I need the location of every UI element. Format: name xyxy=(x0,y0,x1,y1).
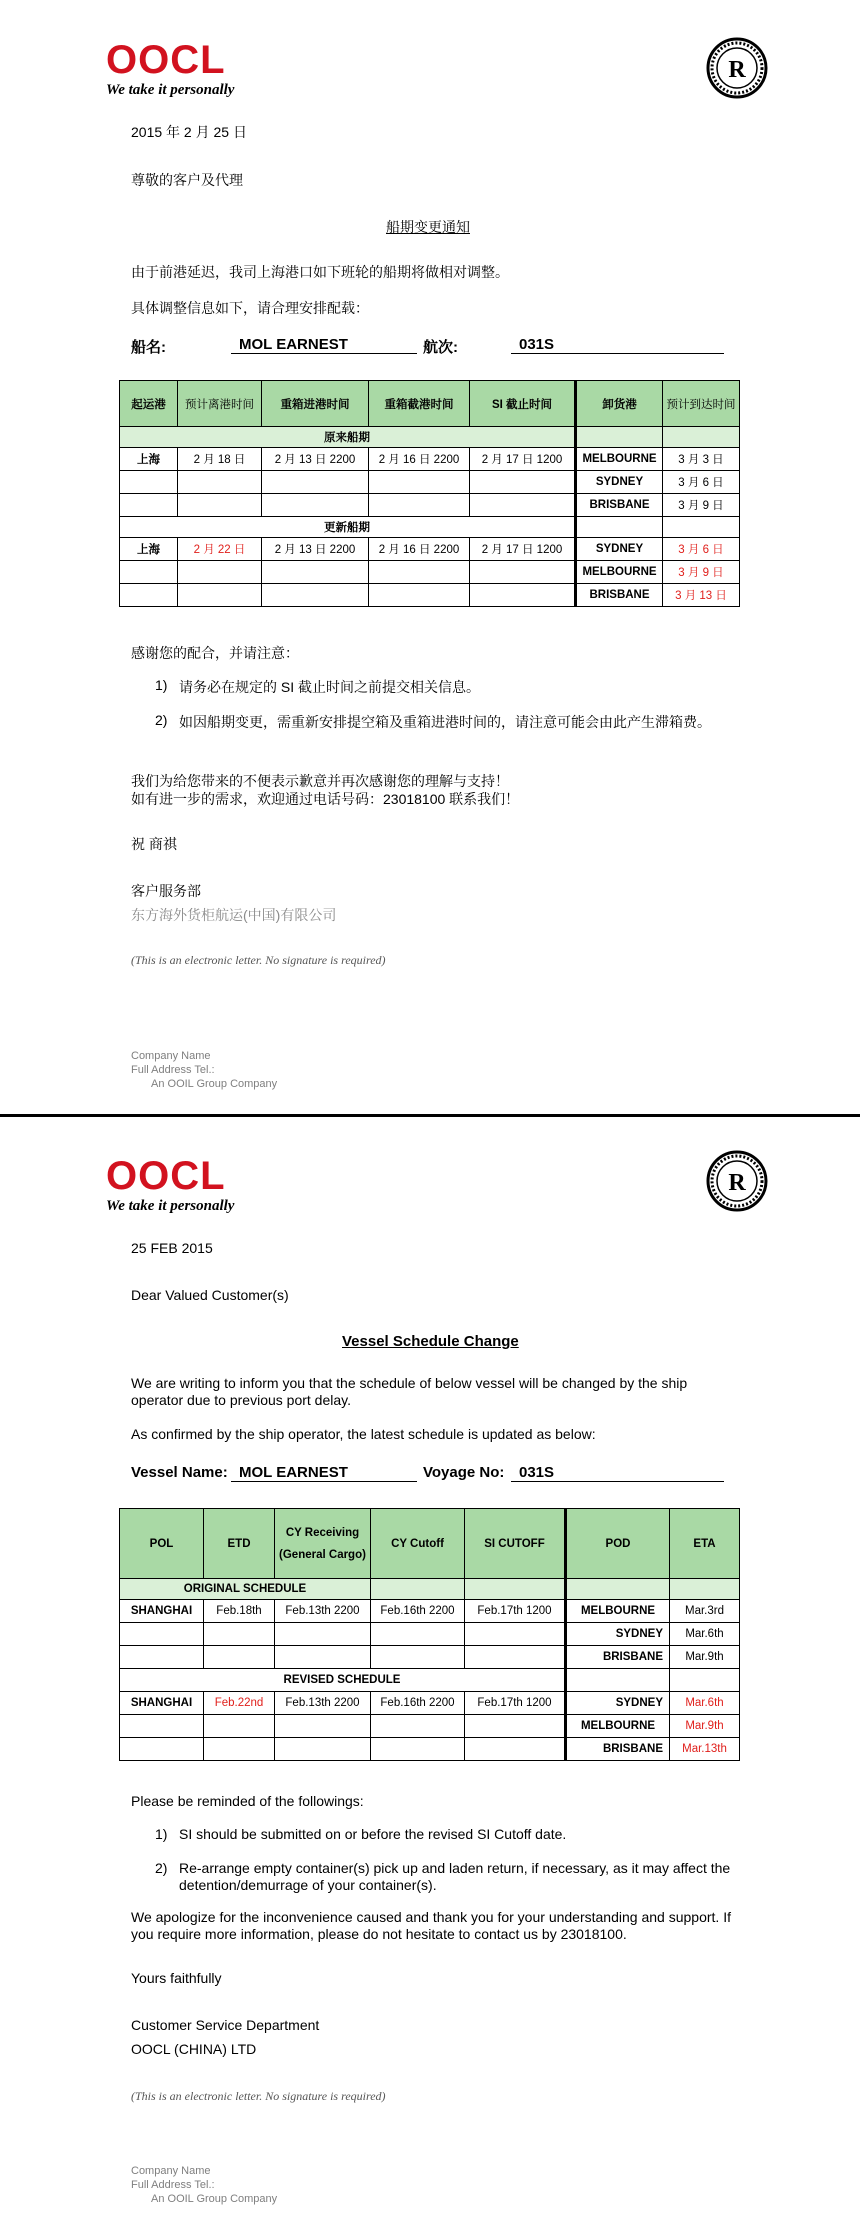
regards: Yours faithfully xyxy=(131,1970,222,1986)
company-name: 东方海外货柜航运(中国)有限公司 xyxy=(131,907,337,923)
table-row: BRISBANE 3 月 13 日 xyxy=(120,584,740,607)
table-row: SYDNEY 3 月 6 日 xyxy=(120,471,740,494)
apology-text: We apologize for the inconvenience caused and thank you for your understanding and support. If you require more information, please do not hesitate to contact us by 23018100. xyxy=(131,1909,731,1942)
intro-text: We are writing to inform you that the schedule of below vessel will be changed by the ship operator due to previous port delay. xyxy=(131,1375,688,1408)
note-number: 1) xyxy=(155,677,168,693)
note-2: 如因船期变更，需重新安排提空箱及重箱进港时间的，请注意可能会由此产生滞箱费。 xyxy=(179,714,711,730)
col-header: SI CUTOFF xyxy=(465,1509,566,1579)
vessel-name-value: MOL EARNEST xyxy=(231,1464,417,1482)
col-header: CY Cutoff xyxy=(371,1509,465,1579)
svg-text:R: R xyxy=(728,1170,746,1196)
oocl-logo xyxy=(106,40,234,99)
col-header: 卸货港 xyxy=(576,381,663,427)
table-row: MELBOURNE 3 月 9 日 xyxy=(120,561,740,584)
oocl-logo xyxy=(106,1156,234,1215)
department: Customer Service Department xyxy=(131,2017,320,2033)
col-header: ETD xyxy=(204,1509,275,1579)
table-row: SHANGHAI Feb.22nd Feb.13th 2200 Feb.16th 2200 Feb.17th 1200 SYDNEY Mar.6th xyxy=(120,1692,740,1715)
logo-tagline: We take it personally xyxy=(106,1198,235,1214)
col-header: CY Receiving (General Cargo) xyxy=(275,1509,371,1579)
vessel-name-label: 船名: xyxy=(131,339,166,356)
certification-seal-icon xyxy=(706,1150,768,1212)
voyage-value: 031S xyxy=(511,336,724,354)
apology-line-2: 如有进一步的需求，欢迎通过电话号码：23018100 联系我们！ xyxy=(131,791,520,807)
certification-seal-icon xyxy=(706,37,768,99)
table-row: SYDNEY Mar.6th xyxy=(120,1623,740,1646)
note-2: Re-arrange empty container(s) pick up and laden return, if necessary, as it may affect the detention/demurrage of your container(s). xyxy=(179,1860,731,1893)
voyage-label: Voyage No: xyxy=(423,1464,505,1481)
department: 客户服务部 xyxy=(131,883,201,899)
logo-tagline: We take it personally xyxy=(106,82,235,98)
note-1: 请务必在规定的 SI 截止时间之前提交相关信息。 xyxy=(179,679,481,695)
schedule-table-zh xyxy=(119,380,740,607)
col-header: ETA xyxy=(670,1509,740,1579)
voyage-value: 031S xyxy=(511,1464,724,1482)
table-row: SHANGHAI Feb.18th Feb.13th 2200 Feb.16th 2200 Feb.17th 1200 MELBOURNE Mar.3rd xyxy=(120,1600,740,1623)
col-header: POL xyxy=(120,1509,204,1579)
table-row: 上海 2 月 22 日 2 月 13 日 2200 2 月 16 日 2200 2 月 17 日 1200 SYDNEY 3 月 6 日 xyxy=(120,538,740,561)
revised-schedule-label: 更新船期 xyxy=(120,517,576,538)
logo-wordmark: OOCL xyxy=(106,38,226,82)
table-row: BRISBANE Mar.9th xyxy=(120,1646,740,1669)
col-header: 预计离港时间 xyxy=(178,381,262,427)
reminder-text: Please be reminded of the followings: xyxy=(131,1793,364,1809)
note-1: SI should be submitted on or before the revised SI Cutoff date. xyxy=(179,1826,567,1842)
apology-line-1: 我们为给您带来的不便表示歉意并再次感谢您的理解与支持！ xyxy=(131,773,509,789)
electronic-letter-note: (This is an electronic letter. No signature is required) xyxy=(131,2089,386,2103)
thanks-text: 感谢您的配合，并请注意： xyxy=(131,645,299,661)
note-number: 2) xyxy=(155,1860,168,1876)
col-header: POD xyxy=(566,1509,670,1579)
note-number: 2) xyxy=(155,712,168,728)
letter-date: 25 FEB 2015 xyxy=(131,1240,213,1256)
regards: 祝 商祺 xyxy=(131,836,177,852)
company-name: OOCL (CHINA) LTD xyxy=(131,2041,257,2057)
table-row: 上海 2 月 18 日 2 月 13 日 2200 2 月 16 日 2200 2 月 17 日 1200 MELBOURNE 3 月 3 日 xyxy=(120,448,740,471)
letter-footer: Company Name Full Address Tel.: An OOIL Group Company xyxy=(131,2165,278,2205)
page-divider xyxy=(0,1114,860,1117)
col-header: 预计到达时间 xyxy=(663,381,740,427)
vessel-name-value: MOL EARNEST xyxy=(231,336,417,354)
col-header: 重箱截港时间 xyxy=(369,381,470,427)
revised-schedule-label: REVISED SCHEDULE xyxy=(120,1669,566,1692)
greeting: 尊敬的客户及代理 xyxy=(131,172,243,188)
logo-wordmark: OOCL xyxy=(106,1154,226,1198)
intro-text-2: As confirmed by the ship operator, the latest schedule is updated as below: xyxy=(131,1426,596,1442)
table-row: BRISBANE 3 月 9 日 xyxy=(120,494,740,517)
col-header: 起运港 xyxy=(120,381,178,427)
voyage-label: 航次: xyxy=(423,339,458,356)
original-schedule-label: ORIGINAL SCHEDULE xyxy=(120,1579,371,1600)
letter-title: 船期变更通知 xyxy=(386,219,470,235)
svg-text:R: R xyxy=(728,57,746,83)
col-header: SI 截止时间 xyxy=(470,381,576,427)
original-schedule-label: 原来船期 xyxy=(120,427,576,448)
col-header: 重箱进港时间 xyxy=(262,381,369,427)
electronic-letter-note: (This is an electronic letter. No signature is required) xyxy=(131,953,386,967)
letter-title: Vessel Schedule Change xyxy=(342,1333,519,1350)
table-row: MELBOURNE Mar.9th xyxy=(120,1715,740,1738)
letter-date: 2015 年 2 月 25 日 xyxy=(131,124,247,140)
note-number: 1) xyxy=(155,1826,168,1842)
letter-footer: Company Name Full Address Tel.: An OOIL Group Company xyxy=(131,1050,278,1090)
intro-text: 由于前港延迟，我司上海港口如下班轮的船期将做相对调整。 xyxy=(131,264,509,280)
schedule-table-en xyxy=(119,1508,740,1761)
vessel-name-label: Vessel Name: xyxy=(131,1464,228,1481)
table-row: BRISBANE Mar.13th xyxy=(120,1738,740,1761)
intro-text-2: 具体调整信息如下，请合理安排配载： xyxy=(131,300,369,316)
greeting: Dear Valued Customer(s) xyxy=(131,1287,289,1303)
